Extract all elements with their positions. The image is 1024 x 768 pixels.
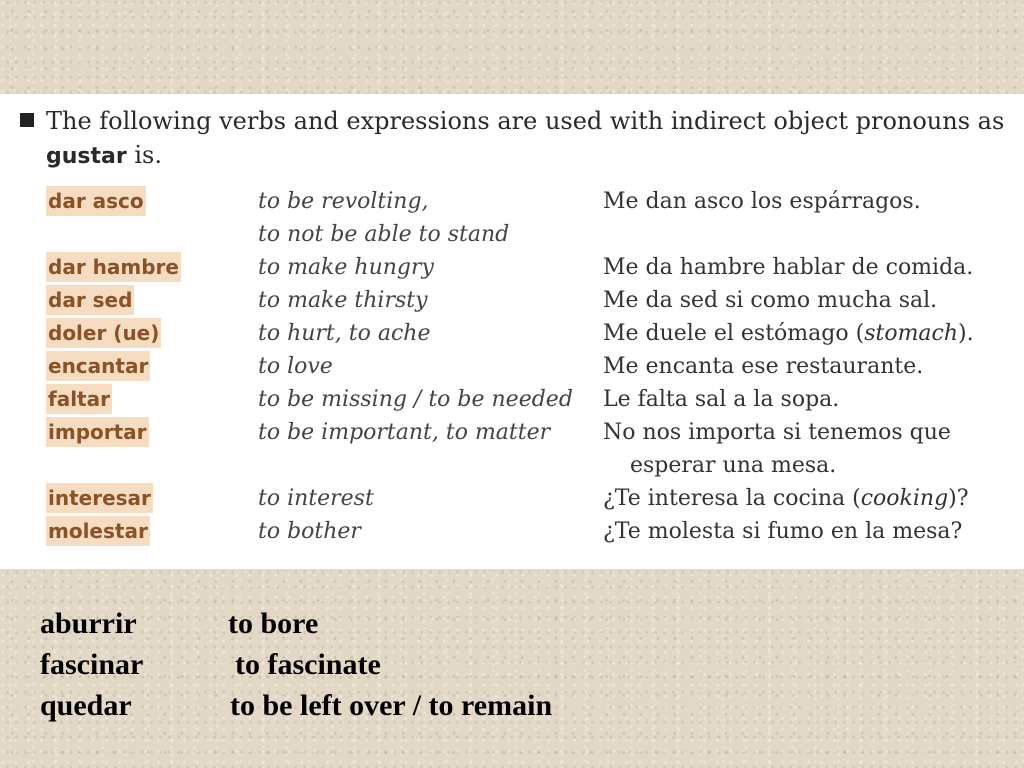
extra-meaning: to bore <box>228 607 319 640</box>
verb-meaning: to hurt, to ache <box>258 321 431 346</box>
extra-verb: fascinar <box>40 648 144 681</box>
verb-example: Me duele el estómago (stomach). <box>603 321 974 346</box>
verb-meaning: to be revolting, <box>258 189 429 214</box>
verb-example: ¿Te interesa la cocina (cooking)? <box>603 486 969 511</box>
intro-text: The following verbs and expressions are used with indirect object pronouns as <box>46 107 1005 135</box>
verb-row <box>0 252 1024 284</box>
verb-row <box>0 384 1024 416</box>
intro-text-end: is. <box>126 141 162 169</box>
extra-meaning: to be left over / to remain <box>230 689 553 722</box>
verb-example: esperar una mesa. <box>630 453 837 478</box>
verb-meaning: to make hungry <box>258 255 434 280</box>
extra-verb: quedar <box>40 689 132 722</box>
intro-paragraph <box>20 104 1010 174</box>
verb-row <box>0 351 1024 383</box>
verb-meaning: to make thirsty <box>258 288 428 313</box>
verb-example: Me da sed si como mucha sal. <box>603 288 938 313</box>
verb-meaning: to be important, to matter <box>258 420 551 445</box>
verb-meaning: to be missing / to be needed <box>258 387 573 412</box>
verb-term: faltar <box>46 384 112 414</box>
verb-term: dar asco <box>46 186 146 216</box>
verb-row <box>0 186 1024 218</box>
verb-meaning: to interest <box>258 486 374 511</box>
verb-row <box>0 483 1024 515</box>
extra-verb: aburrir <box>40 607 137 640</box>
verb-example: No nos importa si tenemos que <box>603 420 951 445</box>
verb-example: Me da hambre hablar de comida. <box>603 255 974 280</box>
verb-term: interesar <box>46 483 153 513</box>
verb-term: importar <box>46 417 149 447</box>
verb-row <box>0 318 1024 350</box>
verb-example: ¿Te molesta si fumo en la mesa? <box>603 519 963 544</box>
verb-row <box>0 417 1024 449</box>
extra-verb-row <box>40 604 740 644</box>
verb-term: doler (ue) <box>46 318 161 348</box>
verb-row-continuation <box>0 219 1024 251</box>
verb-meaning: to not be able to stand <box>258 222 510 247</box>
textbook-excerpt <box>0 94 1024 569</box>
verb-meaning: to bother <box>258 519 361 544</box>
square-bullet-icon <box>20 113 34 127</box>
verb-term: molestar <box>46 516 150 546</box>
extra-meaning: to fascinate <box>235 648 381 681</box>
extra-verb-row <box>40 686 740 726</box>
verb-meaning: to love <box>258 354 333 379</box>
verb-term: dar hambre <box>46 252 181 282</box>
verb-example: Me encanta ese restaurante. <box>603 354 924 379</box>
extra-verb-row <box>40 645 740 685</box>
verb-row-continuation <box>0 450 1024 482</box>
verb-example: Le falta sal a la sopa. <box>603 387 840 412</box>
verb-row <box>0 516 1024 548</box>
verb-example: Me dan asco los espárragos. <box>603 189 921 214</box>
verb-term: encantar <box>46 351 150 381</box>
verb-term: dar sed <box>46 285 134 315</box>
verb-row <box>0 285 1024 317</box>
intro-keyword: gustar <box>46 144 127 169</box>
